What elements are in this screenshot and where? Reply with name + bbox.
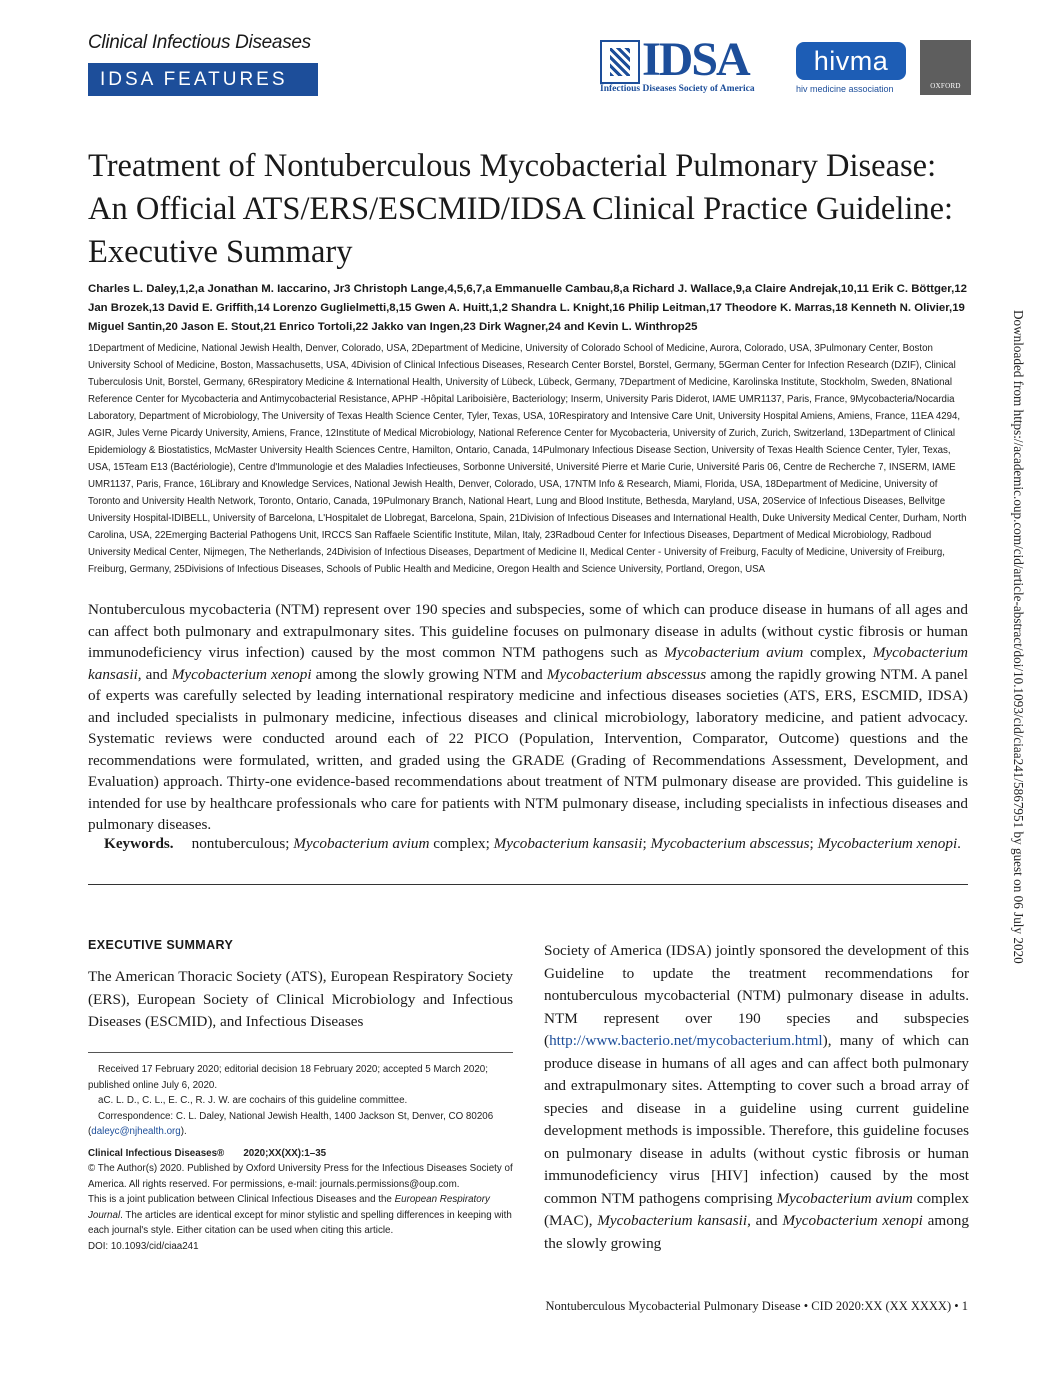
abstract-text: among the slowly growing NTM and bbox=[311, 665, 547, 683]
joint-text: This is a joint publication between Clinical Infectious Diseases and the bbox=[88, 1194, 395, 1205]
footnote-correspondence bbox=[88, 1109, 513, 1140]
abstract-text: Nontuberculous mycobacteria (NTM) represent over 190 species and subspecies, some of which can produce disease in humans of all ages and can affect both pulmonary and extrapulmonary sites. This guideline focuses on pulmonary disease in adults (without cystic fibrosis or human immunodeficiency virus infection) caused by the most common NTM pathogens such as bbox=[88, 601, 968, 661]
page-footer: Nontuberculous Mycobacterial Pulmonary Disease • CID 2020:XX (XX XXXX) • 1 bbox=[545, 1299, 968, 1313]
section-heading: EXECUTIVE SUMMARY bbox=[88, 938, 234, 952]
keyword-sep: ; bbox=[642, 835, 651, 852]
hivma-wordmark: hivma bbox=[796, 42, 906, 80]
correspondence-text: Correspondence: C. L. Daley, National Jewish Health, 1400 Jackson St, Denver, CO 80206 ( bbox=[88, 1110, 494, 1137]
oxford-logo[interactable]: OXFORD bbox=[920, 40, 971, 95]
body-left-column: The American Thoracic Society (ATS), European Respiratory Society (ERS), European Society of Clinical Microbiology and Infectious Diseases (ESCMID), and Infectious Diseases bbox=[88, 968, 513, 1030]
keyword: nontuberculous; bbox=[191, 835, 294, 852]
idsa-logo[interactable] bbox=[600, 33, 790, 95]
abstract-text: among the rapidly growing NTM. A panel of experts was carefully selected by leading international respiratory medicine and infectious diseases societies (ATS, ERS, ESCMID, IDSA) and included specialists in pulmonary medicine, infectious diseases and clinical microbiology, laboratory medicine, and patient advocacy. Systematic reviews were conducted around each of 22 PICO (Population, Intervention, Comparator, Outcome) questions and the recommendations were formulated, written, and graded using the GRADE (Grading of Recommendations Assessment, Development, and Evaluation) approach. Thirty-one evidence-based recommendations about treatment of NTM pulmonary disease are provided. This guideline is intended for use by healthcare professionals who care for patients with NTM pulmonary disease, including specialists in infectious diseases and pulmonary diseases. bbox=[88, 665, 968, 833]
body-text: , and bbox=[747, 1212, 783, 1229]
correspondence-text: ). bbox=[180, 1126, 187, 1137]
body-text: among the slowly growing bbox=[544, 1212, 969, 1252]
keyword-sep: . bbox=[957, 835, 961, 852]
keyword: Mycobacterium xenopi bbox=[817, 835, 958, 852]
joint-journal: European Respiratory Journal bbox=[88, 1194, 490, 1221]
download-note: Downloaded from https://academic.oup.com/cid/article-abstract/doi/10.1093/cid/ciaa241/5867951 by guest on 06 July 2020 bbox=[1011, 310, 1026, 964]
body-species: Mycobacterium kansasii bbox=[597, 1212, 748, 1229]
idsa-wordmark: IDSA bbox=[642, 33, 749, 86]
abstract-species: Mycobacterium avium bbox=[664, 644, 804, 661]
keyword: Mycobacterium kansasii bbox=[493, 835, 643, 852]
abstract-text: , and bbox=[137, 665, 172, 683]
paper-title: Treatment of Nontuberculous Mycobacterial Pulmonary Disease: An Official ATS/ERS/ESCMID/IDSA Clinical Practice Guideline: Executive Summary bbox=[88, 148, 954, 270]
body-right-column bbox=[544, 940, 969, 1255]
keyword-sep: complex; bbox=[429, 835, 494, 852]
body-species: Mycobacterium avium bbox=[776, 1189, 913, 1207]
footnote-received: Received 17 February 2020; editorial decision 18 February 2020; accepted 5 March 2020; published online July 6, 2020. bbox=[88, 1064, 488, 1091]
section-label: IDSA FEATURES bbox=[88, 63, 318, 96]
footnote-copyright: © The Author(s) 2020. Published by Oxford University Press for the Infectious Diseases Society of America. All rights reserved. For permissions, e-mail: journals.permissions@oup.com. bbox=[88, 1163, 513, 1190]
joint-text: . The articles are identical except for minor stylistic and spelling differences in keeping with each journal's style. Either citation can be used when citing this article. bbox=[88, 1209, 512, 1236]
divider bbox=[88, 884, 968, 885]
footnote-cochairs: aC. L. D., C. L., E. C., R. J. W. are cochairs of this guideline committee. bbox=[98, 1095, 408, 1106]
idsa-subtitle: Infectious Diseases Society of America bbox=[600, 84, 755, 94]
keyword-sep: ; bbox=[809, 835, 818, 852]
author-list: Charles L. Daley,1,2,a Jonathan M. Iaccarino, Jr3 Christoph Lange,4,5,6,7,a Emmanuelle Cambau,8,a Richard J. Wallace,9,a Claire Andrejak,10,11 Erik C. Böttger,12 Jan Brozek,13 David E. Griffith,14 Lorenzo Guglielmetti,8,15 Gwen A. Huitt,1,2 Shandra L. Knight,16 Philip Leitman,17 Theodore K. Marras,18 Kenneth N. Olivier,19 Miguel Santin,20 Jason E. Stout,21 Enrico Tortoli,22 Jakko van Ingen,23 Dirk Wagner,24 and Kevin L. Winthrop25 bbox=[88, 283, 967, 333]
affiliations: 1Department of Medicine, National Jewish Health, Denver, Colorado, USA, 2Department of Medicine, University of Colorado School of Medicine, Aurora, Colorado, USA, 3Pulmonary Center, Boston University School of Medicine, Boston, Massachusetts, USA, 4Division of Clinical Infectious Diseases, Research Center Borstel, Borstel, Germany, 5German Center for Infection Research (DZIF), Clinical Tuberculosis Unit, Borstel, Germany, 6Respiratory Medicine & International Health, University of Lübeck, Lübeck, Germany, 7Department of Medicine, Karolinska Institute, Stockholm, Sweden, 8National Reference Center for Mycobacteria and Antimycobacterial Resistance, APHP -Hôpital Lariboisière, Bacteriology; Inserm, University Paris Diderot, IAME UMR1137, Paris, France, 9Mycobacteria/Nocardia Laboratory, Department of Microbiology, The University of Texas Health Science Center, Tyler, Texas, USA, 10Respiratory and Intensive Care Unit, University Hospital Amiens, Amiens, France, 11EA 4294, AGIR, Jules Verne Picardy University, Amiens, France, 12Institute of Medical Microbiology, National Reference Center for Mycobacteria, University of Zurich, Zurich, Switzerland, 13Department of Clinical Epidemiology & Biostatistics, McMaster University Health Sciences Centre, Hamilton, Ontario, Canada, 14Pulmonary Infectious Disease Section, University of Texas Health Science Center, Tyler, Texas, USA, 15Team E13 (Bactériologie), Centre d'Immunologie et des Maladies Infectieuses, Sorbonne Université, Université Pierre et Marie Curie, Université Paris 06, Centre de Recherche 7, INSERM, IAME UMR1137, Paris, France, 16Library and Knowledge Services, National Jewish Health, Denver, Colorado, USA, 17NTM Info & Research, Miami, Florida, USA, 18Department of Medicine, University of Toronto and University Health Network, Toronto, Ontario, Canada, 19Pulmonary Branch, National Heart, Lung and Blood Institute, Bethesda, Maryland, USA, 20Service of Infectious Diseases, Bellvitge University Hospital-IDIBELL, University of Barcelona, L'Hospitalet de Llobregat, Barcelona, Spain, 21Division of Infectious Diseases and International Health, Duke University Medical Center, Durham, North Carolina, USA, 22Emerging Bacterial Pathogens Unit, IRCCS San Raffaele Scientific Institute, Milan, Italy, 23Radboud Center for Infectious Diseases, Department of Medical Microbiology, Radboud University Medical Center, Nijmegen, The Netherlands, 24Division of Infectious Diseases, Department of Medicine II, Medical Center - University of Freiburg, Faculty of Medicine, University of Freiburg, Freiburg, Germany, 25Divisions of Infectious Diseases, Schools of Public Health and Medicine, Oregon Health and Science University, Portland, Oregon, USA bbox=[88, 343, 967, 575]
abstract-species: Mycobacterium abscessus bbox=[546, 665, 707, 683]
abstract-text: complex, bbox=[803, 644, 873, 661]
hivma-subtitle: hiv medicine association bbox=[796, 84, 894, 94]
journal-reference: 2020;XX(XX):1–35 bbox=[243, 1147, 327, 1159]
footnote-joint bbox=[88, 1192, 513, 1239]
footnote-divider bbox=[88, 1052, 513, 1053]
body-text: complex (MAC), bbox=[544, 1189, 969, 1229]
abstract bbox=[88, 599, 968, 836]
body-species: Mycobacterium xenopi bbox=[782, 1212, 923, 1229]
footnote-journal bbox=[88, 1146, 513, 1162]
body-text: ), many of which can produce disease in humans of all ages and can affect both pulmonary and extrapulmonary sites. Attempting to cover such a broad array of species and disease in a guideline using current guideline development methods is impossible. Therefore, this guideline focuses on pulmonary disease in adults (without cystic fibrosis or human immunodeficiency virus [HIV] infection) caused by the most common NTM pathogens comprising bbox=[544, 1032, 969, 1207]
journal-label: Clinical Infectious Diseases® bbox=[88, 1147, 225, 1159]
correspondence-email-link[interactable]: daleyc@njhealth.org bbox=[91, 1126, 181, 1137]
footnote-doi: DOI: 10.1093/cid/ciaa241 bbox=[88, 1240, 199, 1252]
keywords bbox=[88, 833, 968, 855]
keyword: Mycobacterium avium bbox=[293, 835, 430, 852]
hivma-logo[interactable] bbox=[796, 40, 912, 95]
abstract-species: Mycobacterium kansasii bbox=[88, 644, 968, 683]
body-text: Society of America (IDSA) jointly sponsored the development of this Guideline to update the treatment recommendations for nontuberculous mycobacterial (NTM) pulmonary disease in adults. NTM represent over 190 species and subspecies ( bbox=[544, 942, 969, 1049]
idsa-emblem-icon bbox=[600, 40, 640, 84]
journal-name: Clinical Infectious Diseases bbox=[88, 32, 311, 53]
keyword: Mycobacterium abscessus bbox=[650, 835, 810, 852]
keywords-label: Keywords. bbox=[104, 835, 174, 852]
bacterio-link[interactable]: http://www.bacterio.net/mycobacterium.html bbox=[549, 1032, 823, 1049]
footnotes bbox=[88, 1062, 513, 1254]
abstract-species: Mycobacterium xenopi bbox=[171, 665, 312, 683]
